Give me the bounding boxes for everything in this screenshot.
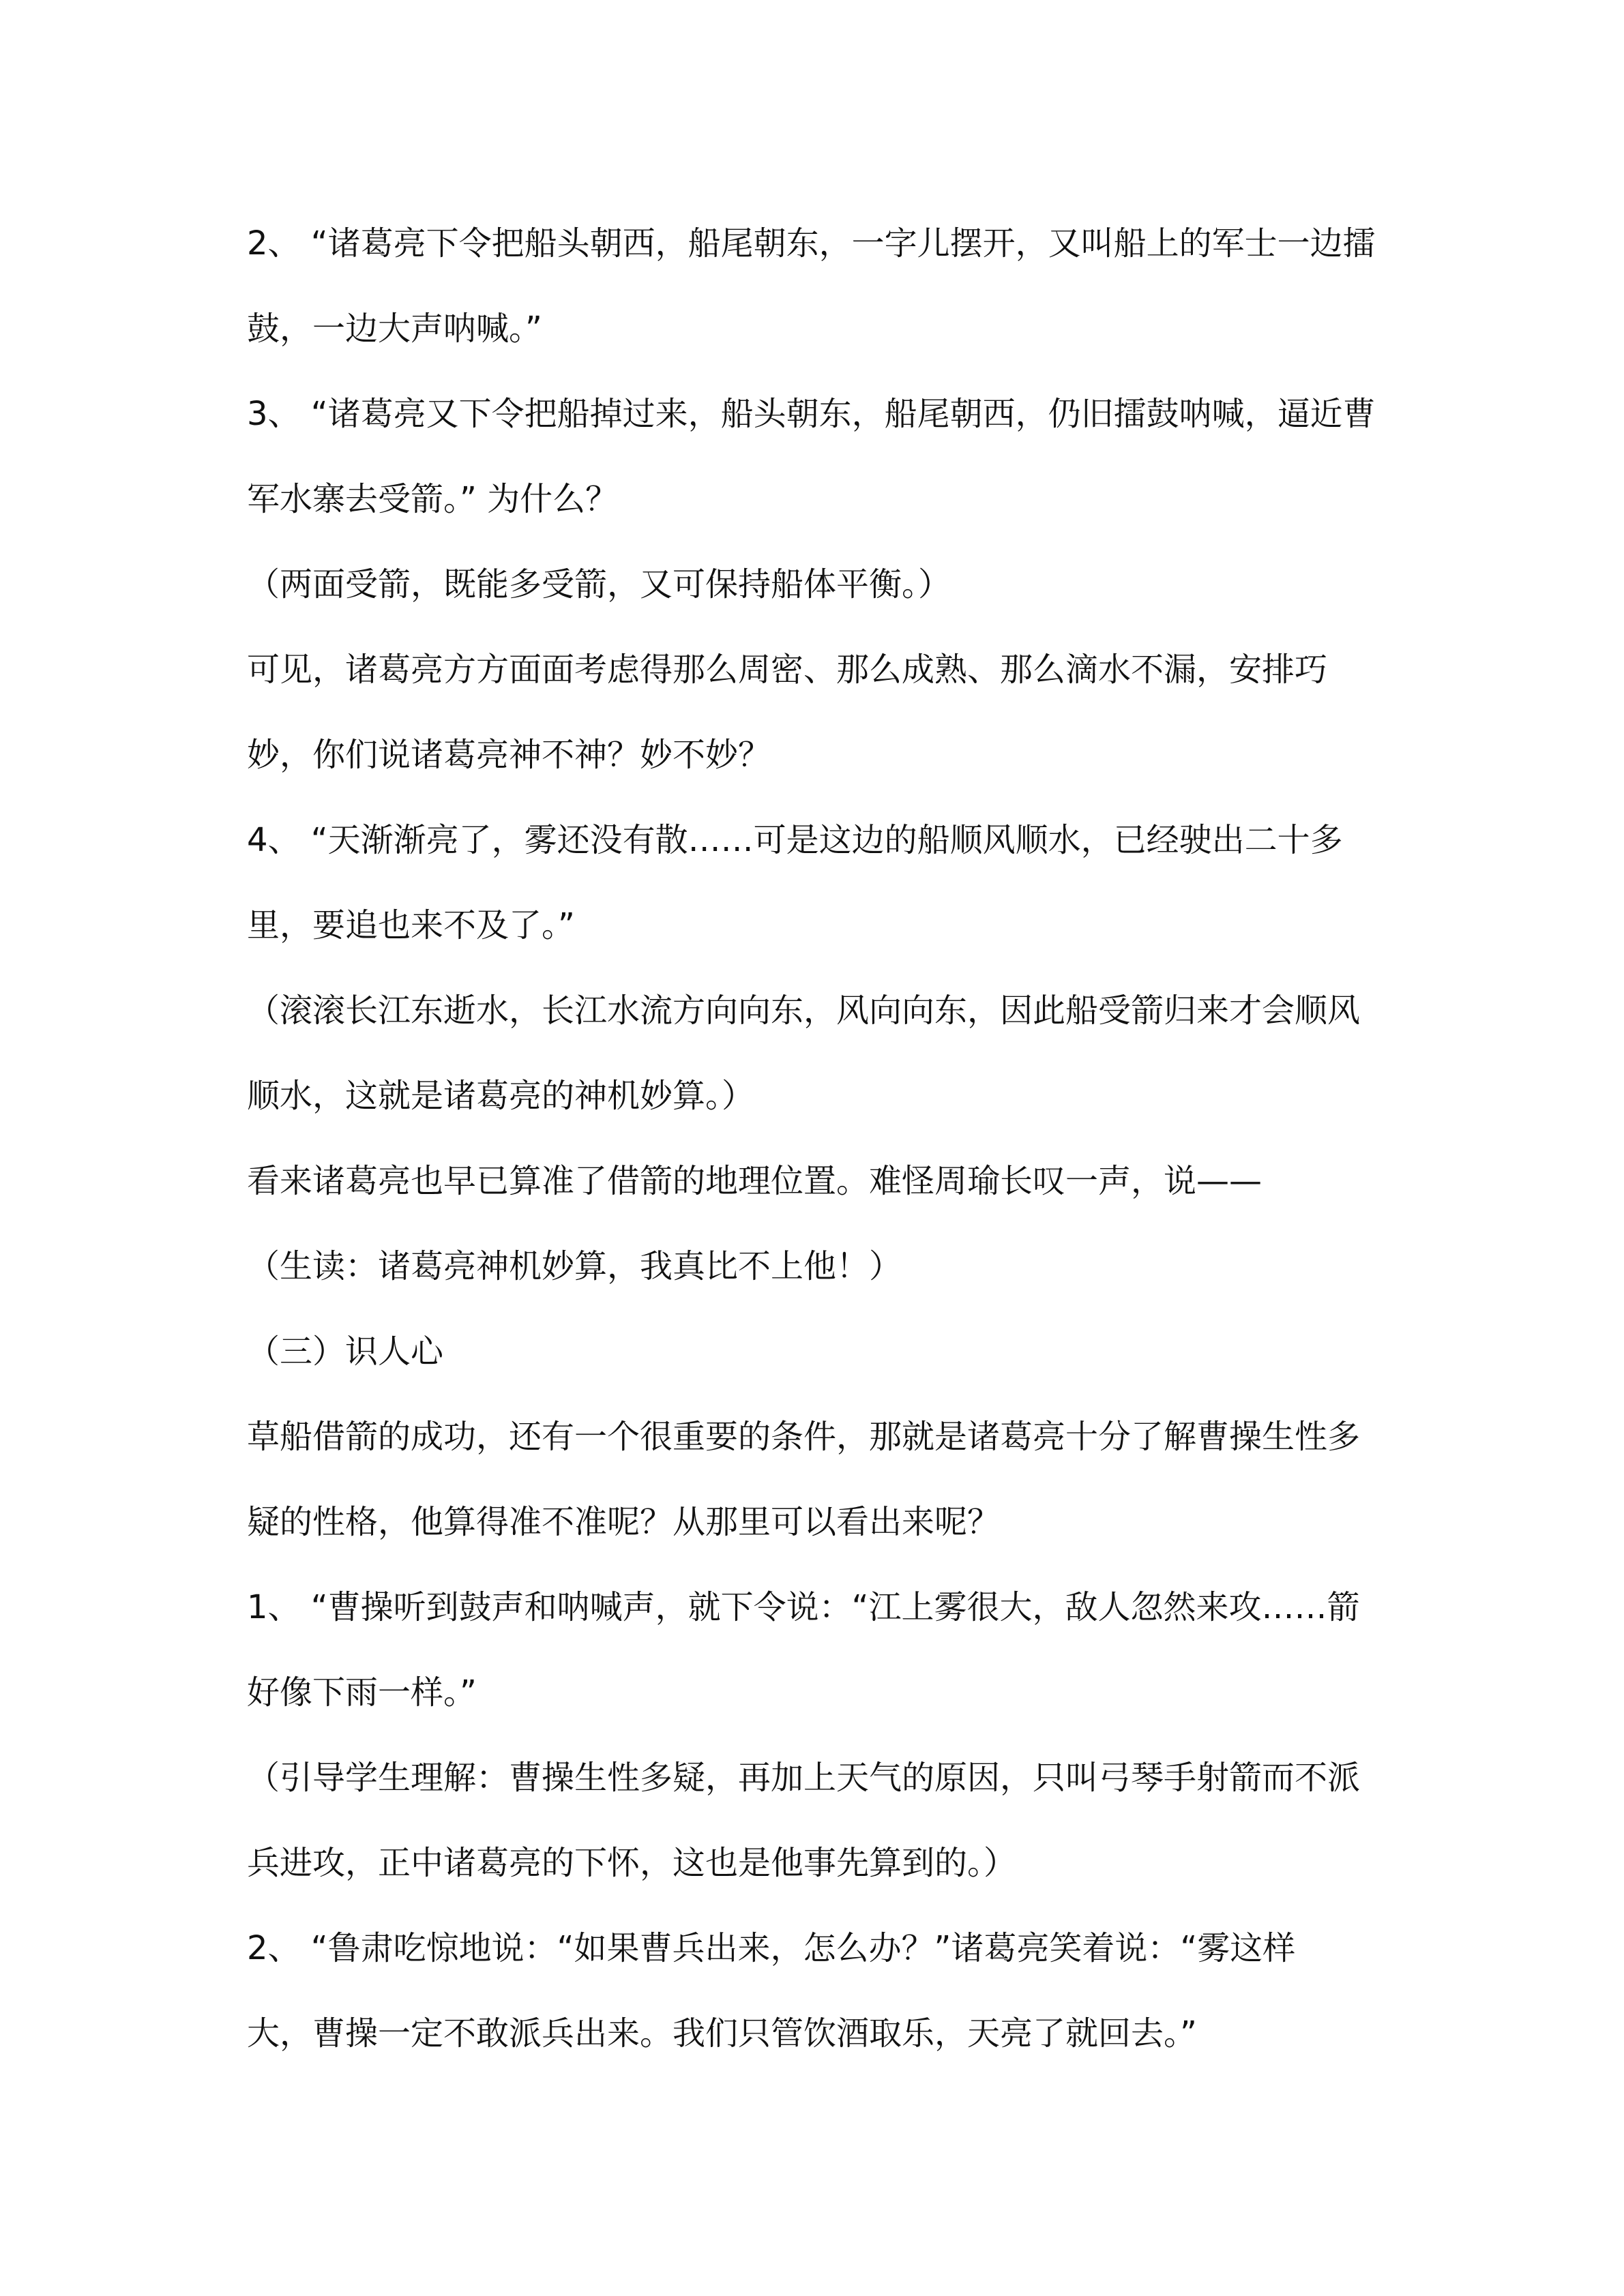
- text-line: 草船借箭的成功，还有一个很重要的条件，那就是诸葛亮十分了解曹操生性多: [247, 1418, 1361, 1456]
- text-line: （两面受箭，既能多受箭，又可保持船体平衡。）: [247, 565, 951, 603]
- text-line: 大，曹操一定不敢派兵出来。我们只管饮酒取乐，天亮了就回去。”: [247, 2014, 1197, 2053]
- section-heading: （三）识人心: [247, 1332, 444, 1371]
- text-line: 4、 “天渐渐亮了，雾还没有散……可是这边的船顺风顺水，已经驶出二十多: [247, 821, 1343, 859]
- text-line: 妙，你们说诸葛亮神不神？妙不妙？: [247, 736, 771, 774]
- text-line: 3、 “诸葛亮又下令把船掉过来，船头朝东，船尾朝西，仍旧擂鼓呐喊，逼近曹: [247, 395, 1376, 433]
- text-line: 顺水，这就是诸葛亮的神机妙算。）: [247, 1077, 755, 1115]
- text-line: （生读：诸葛亮神机妙算，我真比不上他！）: [247, 1247, 902, 1285]
- text-line: 1、 “曹操听到鼓声和呐喊声，就下令说：“江上雾很大，敌人忽然来攻……箭: [247, 1588, 1360, 1626]
- text-line: 鼓，一边大声呐喊。”: [247, 310, 542, 348]
- text-line: （滚滚长江东逝水，长江水流方向向东，风向向东，因此船受箭归来才会顺风: [247, 992, 1361, 1030]
- text-line: 军水寨去受箭。” 为什么？: [247, 480, 619, 518]
- text-line: 好像下雨一样。”: [247, 1673, 477, 1712]
- text-line: 看来诸葛亮也早已算准了借箭的地理位置。难怪周瑜长叹一声，说——: [247, 1162, 1263, 1200]
- text-line: 2、 “鲁肃吃惊地说：“如果曹兵出来，怎么办？”诸葛亮笑着说：“雾这样: [247, 1929, 1296, 1967]
- text-line: 可见，诸葛亮方方面面考虑得那么周密、那么成熟、那么滴水不漏，安排巧: [247, 651, 1328, 689]
- text-line: 2、 “诸葛亮下令把船头朝西，船尾朝东，一字儿摆开，又叫船上的军士一边擂: [247, 224, 1376, 263]
- text-line: 里，要追也来不及了。”: [247, 906, 575, 944]
- text-line: （引导学生理解：曹操生性多疑，再加上天气的原因，只叫弓琴手射箭而不派: [247, 1759, 1361, 1797]
- text-line: 兵进攻，正中诸葛亮的下怀，这也是他事先算到的。）: [247, 1844, 1017, 1882]
- text-line: 疑的性格，他算得准不准呢？从那里可以看出来呢？: [247, 1503, 1001, 1541]
